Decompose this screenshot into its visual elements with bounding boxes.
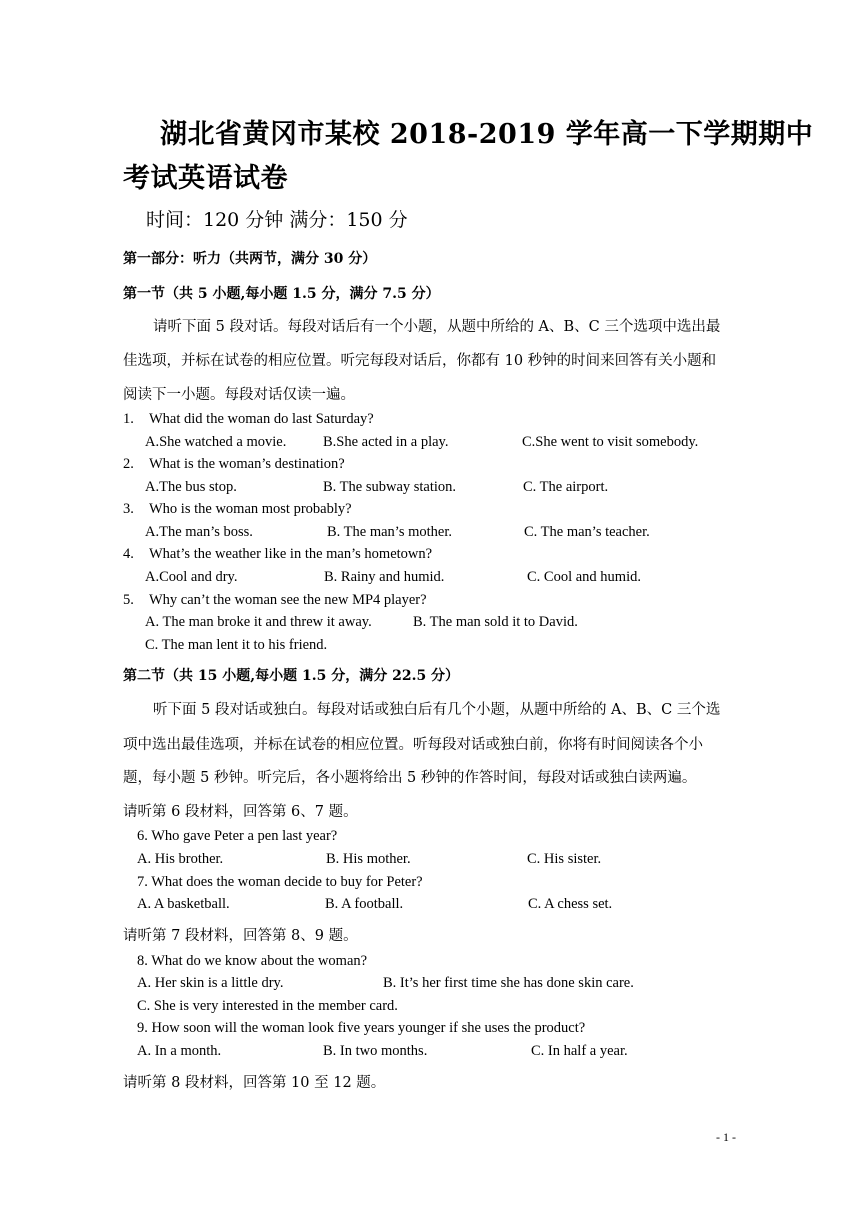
question-number: 2. — [123, 456, 134, 472]
material-7-instruction: 请听第 7 段材料，回答第 8、9 题。 — [123, 928, 358, 944]
section-1-instructions-line-3: 阅读下一小题。每段对话仅读一遍。 — [123, 387, 355, 403]
option-a: A.Cool and dry. — [145, 569, 238, 585]
option-a: A. A basketball. — [137, 896, 230, 912]
option-b: B. It’s her first time she has done skin care. — [383, 975, 634, 991]
question-text: 8. What do we know about the woman? — [137, 953, 368, 969]
exam-time-and-score: 时间：120 分钟 满分：150 分 — [146, 209, 408, 231]
option-c: C. His sister. — [527, 851, 602, 867]
option-b: B. In two months. — [323, 1043, 428, 1059]
question-text: 6. Who gave Peter a pen last year? — [137, 828, 338, 844]
material-8-instruction: 请听第 8 段材料，回答第 10 至 12 题。 — [123, 1075, 386, 1091]
section-1-instructions-line-2: 佳选项，并标在试卷的相应位置。听完每段对话后，你都有 10 秒钟的时间来回答有关小题和 — [123, 353, 717, 369]
question-text: What is the woman’s destination? — [149, 456, 345, 472]
option-a: A. His brother. — [137, 851, 224, 867]
question-text: What did the woman do last Saturday? — [149, 411, 374, 427]
option-c: C. A chess set. — [528, 896, 613, 912]
option-a: A. In a month. — [137, 1043, 222, 1059]
option-a: A. Her skin is a little dry. — [137, 975, 284, 991]
page-number: - 1 - — [716, 1130, 736, 1144]
option-c: C.She went to visit somebody. — [522, 434, 699, 450]
option-a: A.She watched a movie. — [145, 434, 287, 450]
option-b: B. A football. — [325, 896, 404, 912]
option-a: A.The man’s boss. — [145, 524, 253, 540]
option-a: A. The man broke it and threw it away. — [145, 614, 372, 630]
option-c: C. She is very interested in the member card. — [137, 998, 398, 1014]
option-c: C. The man lent it to his friend. — [145, 637, 328, 653]
option-b: B. His mother. — [326, 851, 411, 867]
option-a: A.The bus stop. — [145, 479, 237, 495]
question-text: Why can’t the woman see the new MP4 player? — [149, 592, 427, 608]
section-2-heading: 第二节（共 15 小题,每小题 1.5 分，满分 22.5 分） — [123, 668, 460, 684]
material-6-instruction: 请听第 6 段材料，回答第 6、7 题。 — [123, 804, 358, 820]
option-b: B. The man sold it to David. — [413, 614, 578, 630]
option-b: B. Rainy and humid. — [324, 569, 445, 585]
option-c: C. Cool and humid. — [527, 569, 641, 585]
section-2-instructions-line-2: 项中选出最佳选项，并标在试卷的相应位置。听每段对话或独白前，你将有时间阅读各个小 — [123, 737, 703, 753]
question-number: 4. — [123, 546, 134, 562]
document-title-line-1: 湖北省黄冈市某校 2018-2019 学年高一下学期期中 — [160, 119, 814, 150]
option-c: C. The airport. — [523, 479, 609, 495]
question-number: 1. — [123, 411, 134, 427]
question-number: 5. — [123, 592, 134, 608]
option-b: B.She acted in a play. — [323, 434, 449, 450]
section-1-instructions-line-1: 请听下面 5 段对话。每段对话后有一个小题，从题中所给的 A、B、C 三个选项中选出最 — [153, 319, 721, 335]
question-number: 3. — [123, 501, 134, 517]
question-text: 7. What does the woman decide to buy for Peter? — [137, 874, 423, 890]
part-1-heading: 第一部分：听力（共两节，满分 30 分） — [123, 251, 377, 267]
option-b: B. The man’s mother. — [327, 524, 452, 540]
option-c: C. The man’s teacher. — [524, 524, 650, 540]
option-b: B. The subway station. — [323, 479, 457, 495]
section-2-instructions-line-3: 题，每小题 5 秒钟。听完后，各小题将给出 5 秒钟的作答时间，每段对话或独白读两遍。 — [123, 770, 697, 786]
question-text: 9. How soon will the woman look five years younger if she uses the product? — [137, 1020, 586, 1036]
section-1-heading: 第一节（共 5 小题,每小题 1.5 分，满分 7.5 分） — [123, 286, 440, 302]
option-c: C. In half a year. — [531, 1043, 628, 1059]
question-text: Who is the woman most probably? — [149, 501, 352, 517]
document-title-line-2: 考试英语试卷 — [123, 163, 288, 194]
section-2-instructions-line-1: 听下面 5 段对话或独白。每段对话或独白后有几个小题，从题中所给的 A、B、C 三个选 — [153, 702, 721, 718]
question-text: What’s the weather like in the man’s hometown? — [149, 546, 433, 562]
